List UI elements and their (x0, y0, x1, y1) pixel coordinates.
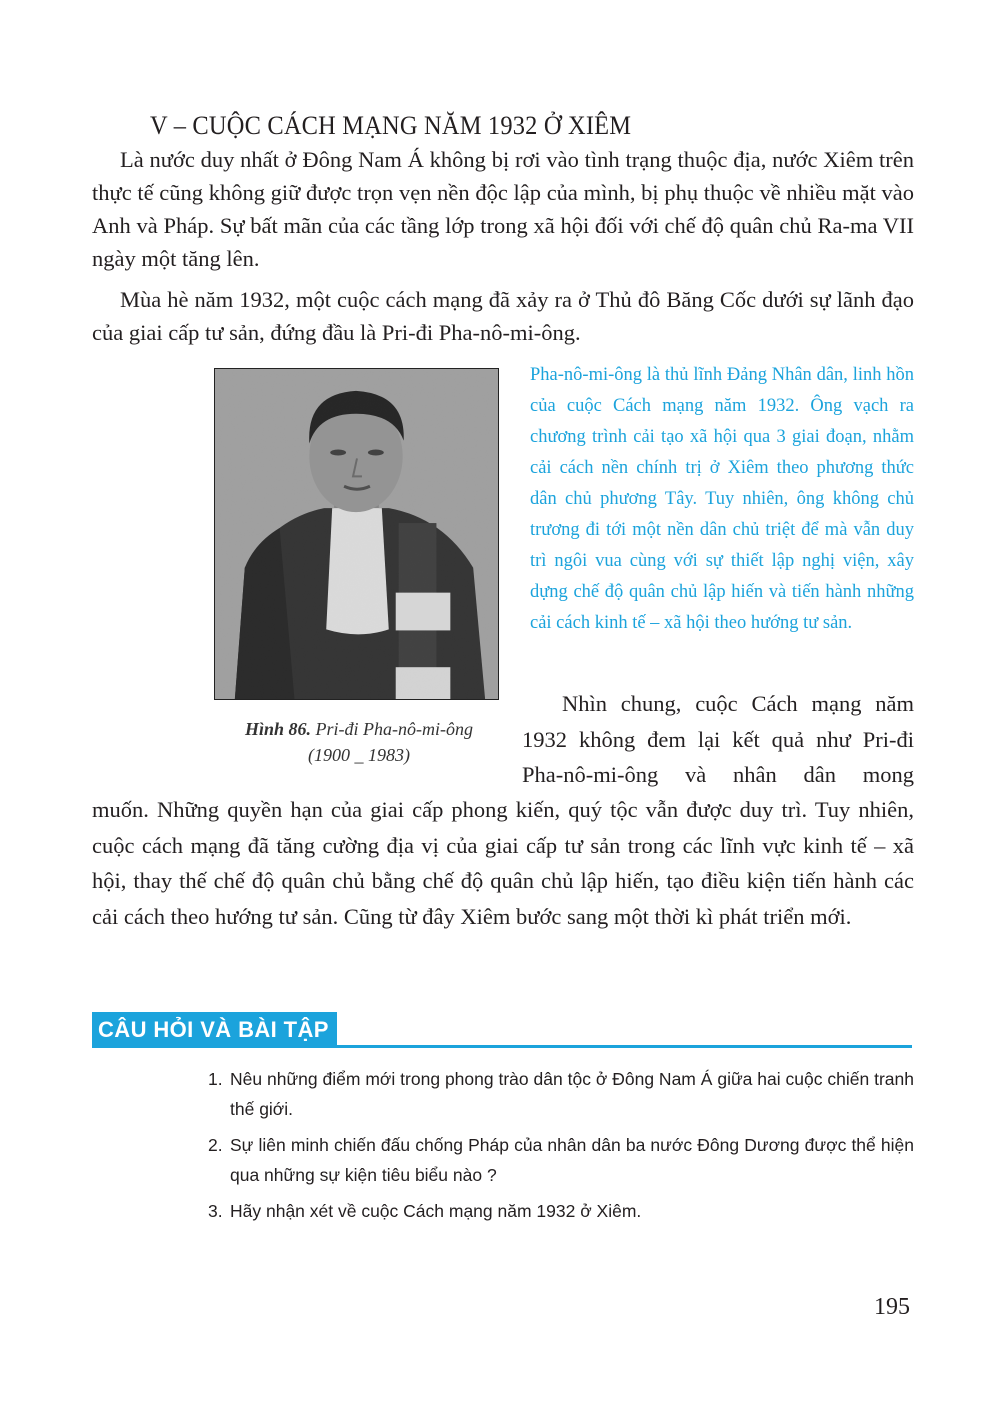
question-text: Sự liên minh chiến đấu chống Pháp của nhân dân ba nước Đông Dương được thể hiện qua những sự kiện tiêu biểu nào ? (230, 1135, 914, 1185)
page-number: 195 (874, 1294, 910, 1320)
question-item (208, 1064, 914, 1124)
question-number: 1. (208, 1069, 223, 1089)
question-number: 2. (208, 1135, 223, 1155)
question-item (208, 1196, 914, 1226)
sidenote-biography: Pha-nô-mi-ông là thủ lĩnh Đảng Nhân dân, linh hồn của cuộc Cách mạng năm 1932. Ông vạch ra chương trình cải tạo xã hội qua 3 giai đoạn, nhằm cải cách nền chính trị ở Xiêm theo phương thức dân chủ phương Tây. Tuy nhiên, ông không chủ trương đi tới một nền dân chủ triệt để mà vẫn duy trì ngôi vua cùng với sự thiết lập nghị viện, xây dựng chế độ quân chủ lập hiến và tiến hành những cải cách kinh tế – xã hội theo hướng tư sản. (530, 365, 914, 633)
figure-label: Hình 86. (244, 719, 312, 739)
question-text: Nêu những điểm mới trong phong trào dân tộc ở Đông Nam Á giữa hai cuộc chiến tranh thế giới. (230, 1069, 914, 1119)
questions-list (208, 1064, 914, 1232)
paragraph-conclusion-continued: muốn. Những quyền hạn của giai cấp phong kiến, quý tộc vẫn được duy trì. Tuy nhiên, cuộc cách mạng đã tăng cường địa vị của giai cấp tư sản trong các lĩnh vực kinh tế – xã hội, thay thế chế độ quân chủ bằng chế độ quân chủ lập hiến, tạo điều kiện tiến hành các cải cách theo hướng tư sản. Cũng từ đây Xiêm bước sang một thời kì phát triển mới. (92, 797, 914, 929)
section-title: V – CUỘC CÁCH MẠNG NĂM 1932 Ở XIÊM (150, 111, 632, 141)
portrait-illustration (215, 369, 498, 699)
questions-header-bar (92, 1012, 912, 1048)
question-item (208, 1130, 914, 1190)
figure-years: (1900 _ 1983) (308, 745, 410, 765)
figure-caption-text: Pri-đi Pha-nô-mi-ông (315, 719, 473, 739)
paragraph-conclusion-start: Nhìn chung, cuộc Cách mạng năm 1932 không đem lại kết quả như Pri-đi Pha-nô-mi-ông và nhân dân mong (522, 691, 914, 787)
figure-caption (200, 716, 518, 768)
question-number: 3. (208, 1201, 223, 1221)
questions-header: CÂU HỎI VÀ BÀI TẬP (92, 1012, 337, 1048)
portrait-photo (214, 368, 499, 700)
paragraph-revolution: Mùa hè năm 1932, một cuộc cách mạng đã xảy ra ở Thủ đô Băng Cốc dưới sự lãnh đạo của giai cấp tư sản, đứng đầu là Pri-đi Pha-nô-mi-ông. (92, 287, 914, 345)
paragraph-intro: Là nước duy nhất ở Đông Nam Á không bị rơi vào tình trạng thuộc địa, nước Xiêm trên thực tế cũng không giữ được trọn vẹn nền độc lập của mình, bị phụ thuộc về nhiều mặt vào Anh và Pháp. Sự bất mãn của các tầng lớp trong xã hội đối với chế độ quân chủ Ra-ma VII ngày một tăng lên. (92, 147, 914, 271)
question-text: Hãy nhận xét về cuộc Cách mạng năm 1932 ở Xiêm. (230, 1201, 642, 1221)
